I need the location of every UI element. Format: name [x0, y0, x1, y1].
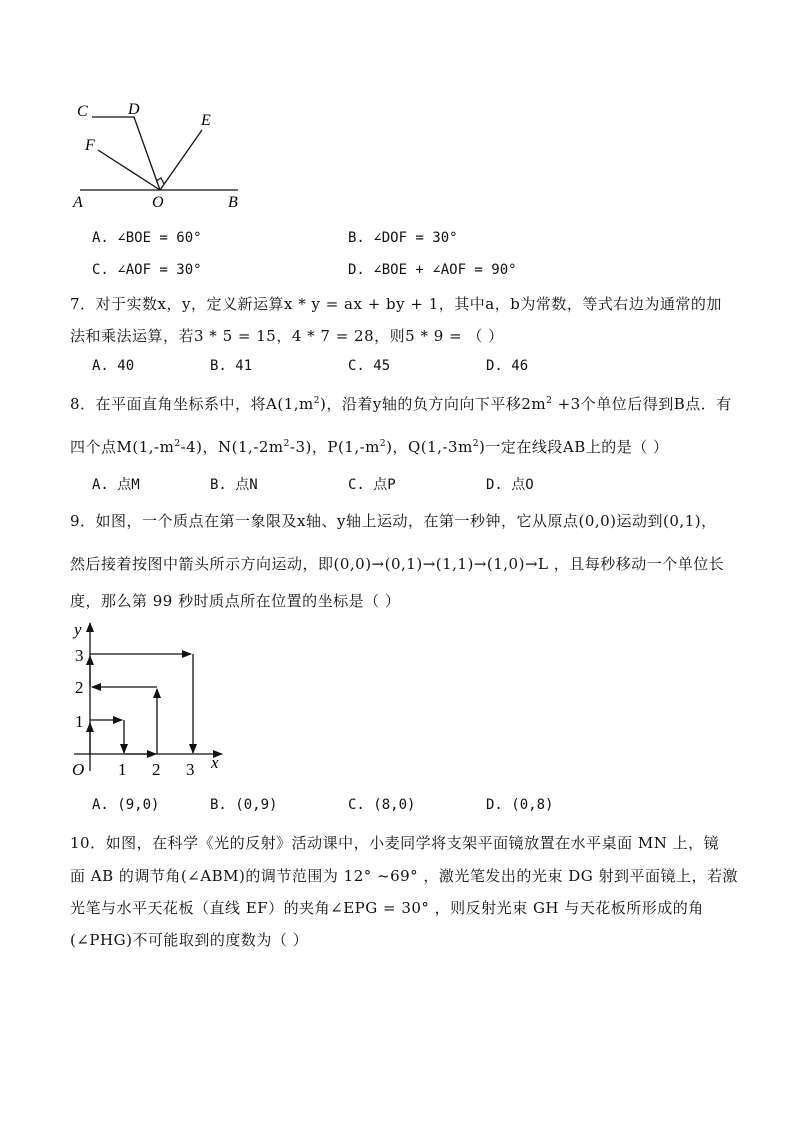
- q8-option-a[interactable]: A. 点M: [92, 477, 140, 493]
- q8-l2-sup1: 2: [174, 439, 181, 449]
- q8-l2-sup2: 2: [283, 439, 290, 449]
- label-b: B: [228, 194, 238, 211]
- q8-l2-sup4: 2: [472, 439, 480, 449]
- y-tick-3: 3: [75, 646, 84, 665]
- q9-option-b[interactable]: B. (0,9): [210, 797, 278, 813]
- q6-option-a[interactable]: A. ∠BOE = 60°: [92, 230, 202, 246]
- q8-l1-sup1: 2: [313, 396, 320, 406]
- y-axis-label: y: [74, 620, 82, 639]
- q8-l2-part-b: -4)，N(1,-2m: [180, 438, 284, 456]
- x-tick-1: 1: [118, 760, 127, 779]
- q8-l2-part-d: )，Q(1,-3m: [386, 438, 473, 456]
- q10-stem-line1: 10．如图，在科学《光的反射》活动课中，小麦同学将支架平面镜放置在水平桌面 MN 上，镜: [70, 834, 720, 852]
- x-tick-2: 2: [152, 760, 161, 779]
- label-e: E: [201, 112, 211, 129]
- label-f: F: [85, 137, 95, 154]
- q9-stem-line2: 然后接着按图中箭头所示方向运动，即(0,0)→(0,1)→(1,1)→(1,0)→L ，且每秒移动一个单位长: [70, 555, 725, 573]
- x-axis-label: x: [211, 753, 219, 772]
- y-tick-1: 1: [75, 712, 84, 731]
- q8-stem-line2: [70, 436, 669, 457]
- origin-label: O: [72, 760, 85, 779]
- q9-stem-line1: 9．如图，一个质点在第一象限及x轴、y轴上运动，在第一秒钟，它从原点(0,0)运动到(0,1)，: [70, 512, 717, 530]
- q7-option-d[interactable]: D. 46: [486, 358, 529, 374]
- q8-option-c[interactable]: C. 点P: [348, 477, 396, 493]
- q9-stem-line3: 度，那么第 99 秒时质点所在位置的坐标是（ ）: [70, 592, 401, 610]
- q8-option-d[interactable]: D. 点O: [486, 477, 534, 493]
- q8-l2-part-a: 四个点M(1,-m: [70, 438, 175, 456]
- angle-figure: [60, 95, 260, 215]
- ray-of: [98, 150, 160, 190]
- ray-oe: [160, 130, 202, 190]
- q7-stem-line2: 法和乘法运算，若3 * 5 = 15，4 * 7 = 28，则5 * 9 = （ ）: [70, 327, 504, 345]
- q8-l2-sup3: 2: [379, 439, 387, 449]
- ray-od-with-c: [92, 117, 160, 190]
- q9-option-c[interactable]: C. (8,0): [348, 797, 416, 813]
- q8-l1-sup2: 2: [546, 396, 553, 406]
- q10-stem-line4: (∠PHG)不可能取到的度数为（ ）: [70, 931, 309, 949]
- q7-option-b[interactable]: B. 41: [210, 358, 253, 374]
- particle-path-figure: [60, 615, 240, 785]
- q7-option-c[interactable]: C. 45: [348, 358, 391, 374]
- q8-l1-part-a: 8．在平面直角坐标系中，将A(1,m: [70, 395, 314, 413]
- y-tick-2: 2: [75, 678, 84, 697]
- q9-option-a[interactable]: A. (9,0): [92, 797, 160, 813]
- q8-l2-part-e: )一定在线段AB上的是（ ）: [479, 438, 669, 456]
- label-o: O: [152, 194, 164, 211]
- q8-option-b[interactable]: B. 点N: [210, 477, 258, 493]
- q8-l1-part-b: )，沿着y轴的负方向向下平移2m: [320, 395, 547, 413]
- x-tick-3: 3: [186, 760, 195, 779]
- q6-option-c[interactable]: C. ∠AOF = 30°: [92, 262, 202, 278]
- q6-option-b[interactable]: B. ∠DOF = 30°: [348, 230, 458, 246]
- label-a: A: [73, 194, 83, 211]
- q6-option-d[interactable]: D. ∠BOE + ∠AOF = 90°: [348, 262, 517, 278]
- q8-l1-part-c: +3个单位后得到B点．有: [552, 395, 732, 413]
- label-d: D: [128, 101, 140, 118]
- q7-option-a[interactable]: A. 40: [92, 358, 135, 374]
- label-c: C: [77, 103, 88, 120]
- q9-option-d[interactable]: D. (0,8): [486, 797, 554, 813]
- q10-stem-line3: 光笔与水平天花板（直线 EF）的夹角∠EPG = 30° ，则反射光束 GH 与天花板所形成的角: [70, 899, 704, 917]
- q8-l2-part-c: -3)，P(1,-m: [289, 438, 380, 456]
- q8-stem-line1: [70, 393, 732, 414]
- q10-stem-line2: 面 AB 的调节角(∠ABM)的调节范围为 12° ~69° ，激光笔发出的光束 DG 射到平面镜上，若激: [70, 867, 738, 885]
- q7-stem-line1: 7．对于实数x，y，定义新运算x * y = ax + by + 1，其中a，b为常数，等式右边为通常的加: [70, 295, 722, 313]
